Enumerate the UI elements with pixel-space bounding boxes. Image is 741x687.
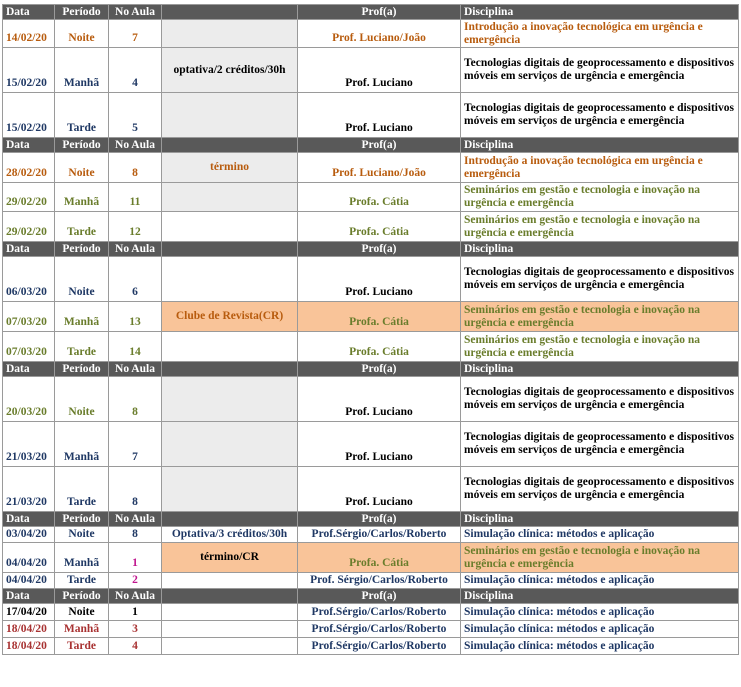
header-prof: Prof(a) (298, 512, 461, 527)
schedule-row (3, 621, 739, 638)
header-prof: Prof(a) (298, 362, 461, 377)
prof-cell: Prof.Sérgio/Carlos/Roberto (298, 638, 461, 655)
header-lesson: No Aula (109, 512, 162, 527)
discipline-cell: Seminários em gestão e tecnologia e inovação na urgência e emergência (461, 543, 739, 573)
date-cell: 18/04/20 (3, 638, 55, 655)
note-cell (162, 212, 298, 242)
period-cell: Noite (55, 20, 109, 48)
schedule-row (3, 153, 739, 183)
header-date: Data (3, 512, 55, 527)
note-cell (162, 20, 298, 48)
date-cell: 18/04/20 (3, 621, 55, 638)
discipline-cell: Simulação clínica: métodos e aplicação (461, 621, 739, 638)
date-cell: 04/04/20 (3, 543, 55, 573)
date-cell: 03/04/20 (3, 527, 55, 543)
date-cell: 17/04/20 (3, 604, 55, 621)
header-discipline: Disciplina (461, 138, 739, 153)
note-cell (162, 638, 298, 655)
prof-cell: Prof.Sérgio/Carlos/Roberto (298, 621, 461, 638)
period-cell: Manhã (55, 48, 109, 93)
prof-cell: Prof. Luciano (298, 48, 461, 93)
schedule-row (3, 638, 739, 655)
header-lesson: No Aula (109, 362, 162, 377)
period-cell: Noite (55, 604, 109, 621)
header-prof: Prof(a) (298, 589, 461, 604)
prof-cell: Profa. Cátia (298, 543, 461, 573)
discipline-cell: Seminários em gestão e tecnologia e inovação na urgência e emergência (461, 183, 739, 212)
schedule-row (3, 212, 739, 242)
discipline-cell: Seminários em gestão e tecnologia e inovação na urgência e emergência (461, 302, 739, 332)
schedule-row (3, 527, 739, 543)
discipline-cell: Tecnologias digitais de geoprocessamento e dispositivos móveis em serviços de urgência e emergência (461, 422, 739, 467)
prof-cell: Prof. Luciano (298, 93, 461, 138)
note-cell (162, 93, 298, 138)
prof-cell: Profa. Cátia (298, 302, 461, 332)
period-cell: Tarde (55, 573, 109, 589)
schedule-row (3, 302, 739, 332)
note-cell (162, 604, 298, 621)
note-cell (162, 183, 298, 212)
lesson-cell: 14 (109, 332, 162, 362)
schedule-table (2, 4, 739, 655)
schedule-row (3, 377, 739, 422)
period-cell: Tarde (55, 467, 109, 512)
header-discipline: Disciplina (461, 512, 739, 527)
header-prof: Prof(a) (298, 138, 461, 153)
period-cell: Noite (55, 377, 109, 422)
date-cell: 15/02/20 (3, 93, 55, 138)
schedule-row (3, 93, 739, 138)
lesson-cell: 8 (109, 467, 162, 512)
period-cell: Manhã (55, 302, 109, 332)
schedule-row (3, 183, 739, 212)
schedule-body (3, 5, 739, 655)
note-cell (162, 422, 298, 467)
header-note (162, 512, 298, 527)
prof-cell: Profa. Cátia (298, 212, 461, 242)
discipline-cell: Tecnologias digitais de geoprocessamento e dispositivos móveis em serviços de urgência e emergência (461, 48, 739, 93)
period-cell: Noite (55, 153, 109, 183)
date-cell: 07/03/20 (3, 302, 55, 332)
date-cell: 14/02/20 (3, 20, 55, 48)
lesson-cell: 8 (109, 527, 162, 543)
discipline-cell: Tecnologias digitais de geoprocessamento e dispositivos móveis em serviços de urgência e emergência (461, 257, 739, 302)
discipline-cell: Tecnologias digitais de geoprocessamento e dispositivos móveis em serviços de urgência e emergência (461, 467, 739, 512)
note-cell (162, 573, 298, 589)
prof-cell: Prof. Luciano/João (298, 153, 461, 183)
discipline-cell: Simulação clínica: métodos e aplicação (461, 604, 739, 621)
date-cell: 29/02/20 (3, 183, 55, 212)
lesson-cell: 2 (109, 573, 162, 589)
period-cell: Tarde (55, 638, 109, 655)
discipline-cell: Simulação clínica: métodos e aplicação (461, 527, 739, 543)
header-period: Período (55, 138, 109, 153)
discipline-cell: Simulação clínica: métodos e aplicação (461, 638, 739, 655)
period-cell: Tarde (55, 332, 109, 362)
header-prof: Prof(a) (298, 5, 461, 20)
period-cell: Manhã (55, 183, 109, 212)
note-cell (162, 257, 298, 302)
header-discipline: Disciplina (461, 242, 739, 257)
header-date: Data (3, 362, 55, 377)
prof-cell: Prof. Luciano (298, 257, 461, 302)
schedule-row (3, 332, 739, 362)
header-date: Data (3, 589, 55, 604)
header-date: Data (3, 138, 55, 153)
lesson-cell: 3 (109, 621, 162, 638)
lesson-cell: 8 (109, 153, 162, 183)
discipline-cell: Introdução a inovação tecnológica em urgência e emergência (461, 153, 739, 183)
note-cell: Optativa/3 créditos/30h (162, 527, 298, 543)
header-lesson: No Aula (109, 5, 162, 20)
note-cell: optativa/2 créditos/30h (162, 48, 298, 93)
note-cell: término/CR (162, 543, 298, 573)
date-cell: 28/02/20 (3, 153, 55, 183)
prof-cell: Prof.Sérgio/Carlos/Roberto (298, 604, 461, 621)
header-discipline: Disciplina (461, 362, 739, 377)
discipline-cell: Tecnologias digitais de geoprocessamento e dispositivos móveis em serviços de urgência e emergência (461, 93, 739, 138)
header-row (3, 512, 739, 527)
header-lesson: No Aula (109, 589, 162, 604)
header-row (3, 242, 739, 257)
header-lesson: No Aula (109, 242, 162, 257)
header-discipline: Disciplina (461, 5, 739, 20)
header-discipline: Disciplina (461, 589, 739, 604)
date-cell: 20/03/20 (3, 377, 55, 422)
discipline-cell: Seminários em gestão e tecnologia e inovação na urgência e emergência (461, 212, 739, 242)
header-period: Período (55, 5, 109, 20)
lesson-cell: 7 (109, 422, 162, 467)
period-cell: Tarde (55, 93, 109, 138)
prof-cell: Profa. Cátia (298, 332, 461, 362)
date-cell: 21/03/20 (3, 467, 55, 512)
lesson-cell: 1 (109, 604, 162, 621)
period-cell: Manhã (55, 543, 109, 573)
discipline-cell: Seminários em gestão e tecnologia e inovação na urgência e emergência (461, 332, 739, 362)
note-cell (162, 467, 298, 512)
prof-cell: Prof. Luciano (298, 422, 461, 467)
discipline-cell: Tecnologias digitais de geoprocessamento e dispositivos móveis em serviços de urgência e emergência (461, 377, 739, 422)
period-cell: Manhã (55, 422, 109, 467)
date-cell: 04/04/20 (3, 573, 55, 589)
period-cell: Manhã (55, 621, 109, 638)
lesson-cell: 12 (109, 212, 162, 242)
note-cell (162, 377, 298, 422)
lesson-cell: 5 (109, 93, 162, 138)
header-row (3, 5, 739, 20)
schedule-row (3, 20, 739, 48)
header-date: Data (3, 242, 55, 257)
header-period: Período (55, 512, 109, 527)
header-date: Data (3, 5, 55, 20)
schedule-row (3, 467, 739, 512)
date-cell: 07/03/20 (3, 332, 55, 362)
header-row (3, 589, 739, 604)
note-cell: término (162, 153, 298, 183)
period-cell: Noite (55, 527, 109, 543)
schedule-row (3, 257, 739, 302)
schedule-row (3, 573, 739, 589)
header-note (162, 362, 298, 377)
schedule-row (3, 543, 739, 573)
note-cell: Clube de Revista(CR) (162, 302, 298, 332)
header-prof: Prof(a) (298, 242, 461, 257)
prof-cell: Prof. Sérgio/Carlos/Roberto (298, 573, 461, 589)
note-cell (162, 621, 298, 638)
prof-cell: Prof. Luciano (298, 377, 461, 422)
schedule-row (3, 604, 739, 621)
period-cell: Noite (55, 257, 109, 302)
prof-cell: Prof. Luciano/João (298, 20, 461, 48)
period-cell: Tarde (55, 212, 109, 242)
lesson-cell: 11 (109, 183, 162, 212)
header-row (3, 138, 739, 153)
lesson-cell: 7 (109, 20, 162, 48)
prof-cell: Prof.Sérgio/Carlos/Roberto (298, 527, 461, 543)
note-cell (162, 332, 298, 362)
header-lesson: No Aula (109, 138, 162, 153)
schedule-row (3, 422, 739, 467)
date-cell: 15/02/20 (3, 48, 55, 93)
header-note (162, 5, 298, 20)
discipline-cell: Introdução a inovação tecnológica em urgência e emergência (461, 20, 739, 48)
lesson-cell: 6 (109, 257, 162, 302)
lesson-cell: 13 (109, 302, 162, 332)
header-period: Período (55, 242, 109, 257)
discipline-cell: Simulação clínica: métodos e aplicação (461, 573, 739, 589)
header-row (3, 362, 739, 377)
header-note (162, 589, 298, 604)
date-cell: 29/02/20 (3, 212, 55, 242)
lesson-cell: 8 (109, 377, 162, 422)
prof-cell: Prof. Luciano (298, 467, 461, 512)
date-cell: 21/03/20 (3, 422, 55, 467)
lesson-cell: 4 (109, 638, 162, 655)
lesson-cell: 4 (109, 48, 162, 93)
date-cell: 06/03/20 (3, 257, 55, 302)
header-note (162, 138, 298, 153)
header-note (162, 242, 298, 257)
header-period: Período (55, 362, 109, 377)
prof-cell: Profa. Cátia (298, 183, 461, 212)
lesson-cell: 1 (109, 543, 162, 573)
schedule-row (3, 48, 739, 93)
header-period: Período (55, 589, 109, 604)
